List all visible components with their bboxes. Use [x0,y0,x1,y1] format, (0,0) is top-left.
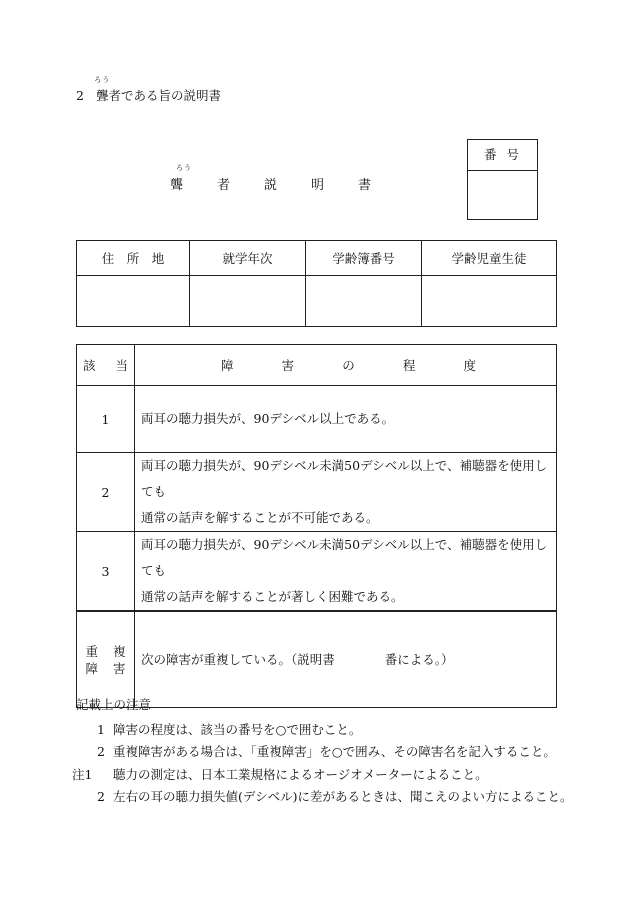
header-degree [135,345,557,386]
note-label: 2 [97,744,105,759]
header-applicable-char: 該 [83,358,96,373]
note-text: 障害の程度は、該当の番号を○で囲むこと。 [113,721,362,737]
title-char: 者 [217,178,231,193]
school-year-field[interactable] [190,276,306,327]
student-field[interactable] [422,276,557,327]
duplicate-label-char: 重 [85,643,99,659]
title-char: 聾 [170,178,184,193]
heading-ruby-base: 聾 [96,88,109,103]
note-item [72,764,573,787]
note-item [76,741,573,764]
header-student: 学齢児童生徒 [422,241,557,276]
header-school-year: 就学年次 [190,241,306,276]
row-number[interactable]: 1 [77,386,135,453]
section-heading [76,76,222,104]
header-degree-char: 障 [221,358,234,373]
header-degree-char: 程 [402,358,416,373]
heading-ruby-char [94,76,111,104]
heading-ruby-reading: ろう [94,76,111,84]
title-char: 書 [358,178,372,193]
number-box-field[interactable] [468,171,537,220]
header-degree-char: の [342,358,355,373]
row-description [135,453,557,532]
title-char: 明 [311,178,325,193]
header-applicable-char: 当 [115,358,128,373]
header-degree-char: 害 [281,358,295,373]
row-number[interactable]: 2 [77,453,135,532]
document-title [170,164,405,193]
notes [72,694,573,809]
duplicate-label-char: 障 [85,660,99,676]
note-item [76,719,573,742]
note-text: 左右の耳の聴力損失値(デシベル)に差があるときは、聞こえのよい方によること。 [113,789,573,804]
heading-text: 者である旨の説明書 [108,88,222,103]
header-degree-char: 度 [463,358,476,373]
header-register-number: 学齢簿番号 [306,241,422,276]
row-description [135,532,557,612]
info-table [76,240,557,327]
title-char: 説 [264,178,278,193]
row-description-line: 両耳の聴力損失が、90デシベル未満50デシベル以上で、補聴器を使用しても [141,537,548,578]
row-description-line: 通常の話声を解することが著しく困難である。 [141,589,404,604]
header-address: 住 所 地 [77,241,190,276]
note-label: 1 [97,721,105,737]
degree-table [76,344,557,708]
number-box [467,139,538,220]
row-description-line: 両耳の聴力損失が、90デシベル未満50デシベル以上で、補聴器を使用しても [141,458,548,499]
register-number-field[interactable] [306,276,422,327]
duplicate-label-char: 複 [112,643,126,659]
note-text: 重複障害がある場合は、「重複障害」を○で囲み、その障害名を記入すること。 [113,744,556,759]
note-label: 2 [97,789,105,804]
duplicate-label-char: 害 [112,660,126,676]
number-box-label: 番号 [468,140,537,171]
header-applicable [77,345,135,386]
row-description-line: 通常の話声を解することが不可能である。 [141,510,379,525]
note-text: 聴力の測定は、日本工業規格によるオージオメーターによること。 [113,766,488,782]
address-field[interactable] [77,276,190,327]
row-description [135,386,557,453]
title-char-ruby [170,164,217,193]
note-item [76,786,573,809]
notes-title: 記載上の注意 [76,697,152,712]
title-ruby-reading: ろう [176,164,192,172]
note-label: 注1 [72,766,93,782]
row-number[interactable]: 3 [77,532,135,612]
row-description-line: 両耳の聴力損失が、90デシベル以上である。 [141,411,395,426]
section-number: 2 [76,88,84,103]
duplicate-text: 次の障害が重複している。（説明書 番による。） [141,651,454,667]
